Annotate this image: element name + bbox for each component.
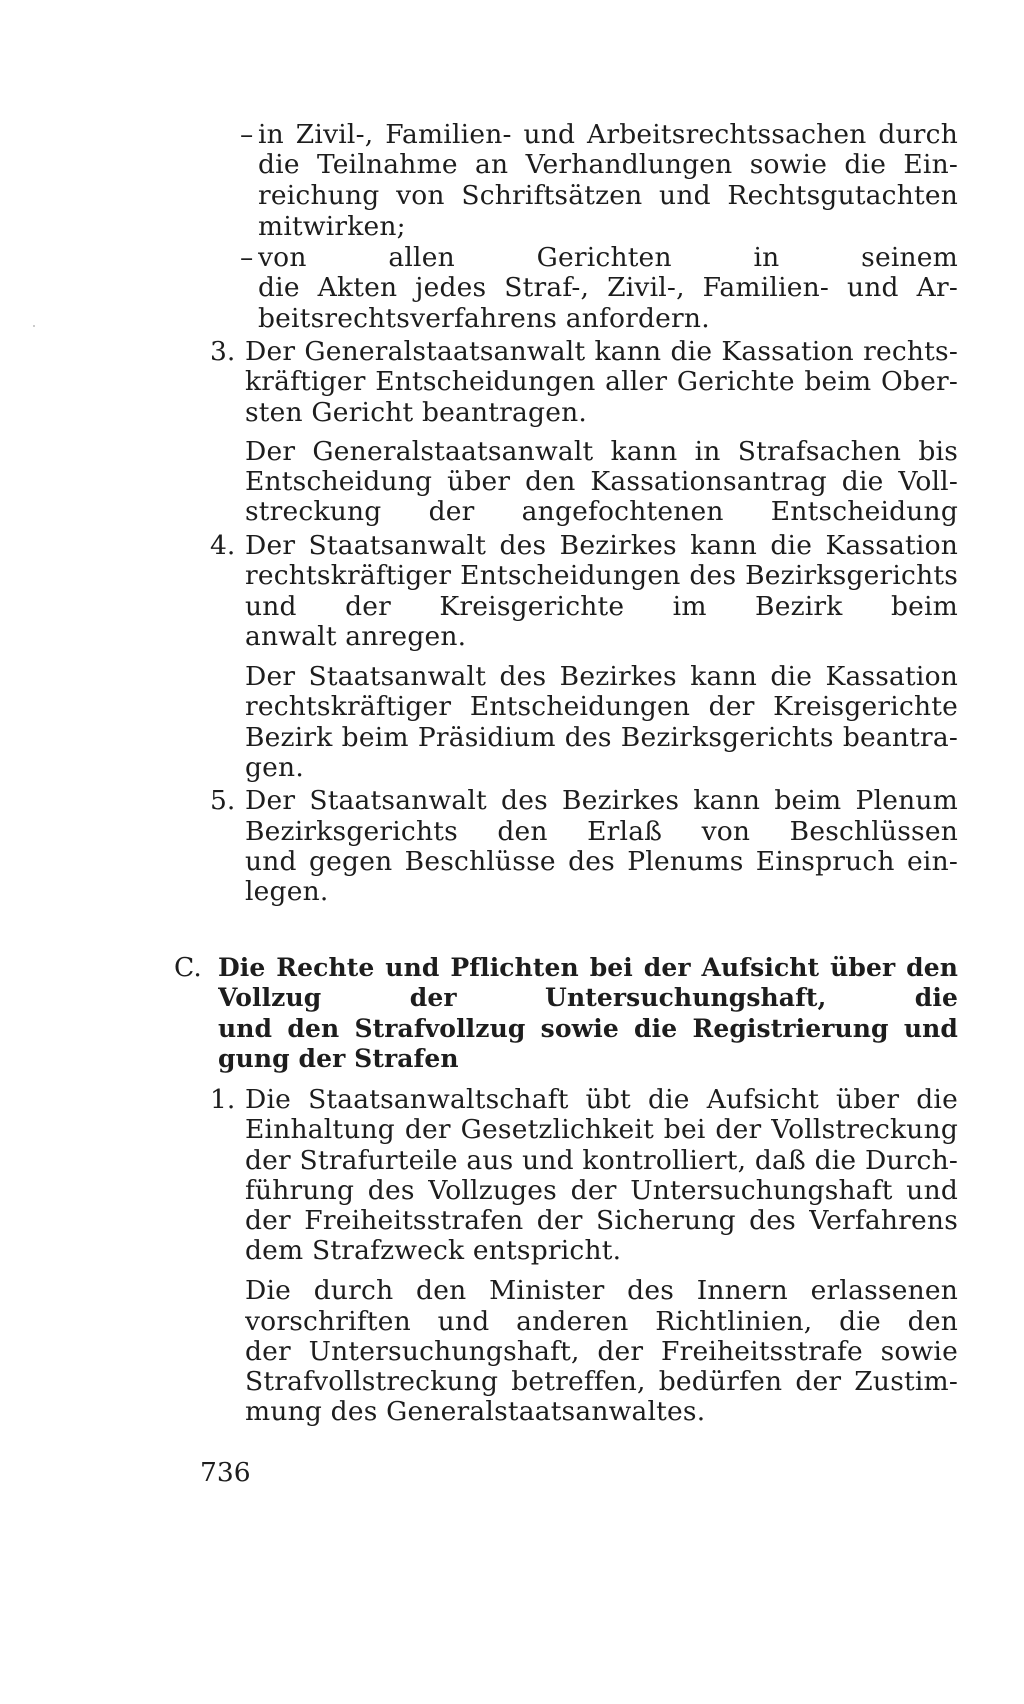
item-number: 4. bbox=[210, 530, 236, 561]
text-line: kräftiger Entscheidungen aller Gerichte beim Ober- bbox=[245, 367, 958, 397]
text-line: in Zivil-, Familien- und Arbeitsrechtssachen durch bbox=[258, 120, 958, 150]
dash-marker: – bbox=[240, 119, 254, 150]
text-line: anwalt anregen. bbox=[245, 621, 467, 652]
item-number: 5. bbox=[210, 785, 236, 816]
text-line: Bezirksgerichts den Erlaß von Beschlüssen bbox=[245, 817, 958, 847]
text-line: streckung der angefochtenen Entscheidung bbox=[245, 497, 958, 527]
page-number: 736 bbox=[200, 1457, 251, 1488]
text-line: sten Gericht beantragen. bbox=[245, 397, 587, 428]
text-line: mitwirken; bbox=[258, 211, 406, 242]
text-line: und der Kreisgerichte im Bezirk beim bbox=[245, 592, 958, 622]
text-line: rechtskräftiger Entscheidungen der Kreisgerichte bbox=[245, 692, 958, 722]
text-line: reichung von Schriftsätzen und Rechtsgutachten bbox=[258, 181, 958, 211]
text-line: Die Staatsanwaltschaft übt die Aufsicht über die bbox=[245, 1085, 958, 1115]
text-line: vorschriften und anderen Richtlinien, die den bbox=[245, 1307, 958, 1337]
text-line: Einhaltung der Gesetzlichkeit bei der Vollstreckung bbox=[245, 1115, 958, 1145]
text-line: von allen Gerichten in seinem bbox=[258, 243, 958, 273]
text-line: Der Staatsanwalt des Bezirkes kann die Kassation bbox=[245, 662, 958, 692]
text-line: legen. bbox=[245, 876, 329, 907]
text-line: Der Generalstaatsanwalt kann die Kassation rechts- bbox=[245, 337, 958, 367]
text-line: die Teilnahme an Verhandlungen sowie die Ein- bbox=[258, 150, 958, 180]
item-number: 3. bbox=[210, 336, 236, 367]
section-heading-line: Die Rechte und Pflichten bei der Aufsicht über den bbox=[218, 953, 958, 982]
text-line: die Akten jedes Straf-, Zivil-, Familien- und Ar- bbox=[258, 273, 958, 303]
text-line: gen. bbox=[245, 752, 304, 783]
text-line: rechtskräftiger Entscheidungen des Bezirksgerichts bbox=[245, 561, 958, 591]
text-line: Strafvollstreckung betreffen, bedürfen der Zustim- bbox=[245, 1367, 958, 1397]
text-line: Der Staatsanwalt des Bezirkes kann beim Plenum bbox=[245, 786, 958, 816]
text-line: Bezirk beim Präsidium des Bezirksgerichts beantra- bbox=[245, 723, 958, 753]
text-line: beitsrechtsverfahrens anfordern. bbox=[258, 303, 710, 334]
section-letter: C. bbox=[174, 952, 202, 983]
text-line: Entscheidung über den Kassationsantrag die Voll- bbox=[245, 467, 958, 497]
text-line: der Untersuchungshaft, der Freiheitsstrafe sowie bbox=[245, 1337, 958, 1367]
text-line: und gegen Beschlüsse des Plenums Einspruch ein- bbox=[245, 847, 958, 877]
item-number: 1. bbox=[210, 1084, 236, 1115]
scan-speck bbox=[33, 325, 35, 327]
text-line: Die durch den Minister des Innern erlassenen bbox=[245, 1276, 958, 1306]
text-line: Der Generalstaatsanwalt kann in Strafsachen bis bbox=[245, 437, 958, 467]
text-line: dem Strafzweck entspricht. bbox=[245, 1235, 622, 1266]
text-line: der Strafurteile aus und kontrolliert, daß die Durch- bbox=[245, 1146, 958, 1176]
section-heading-line: und den Strafvollzug sowie die Registrierung und bbox=[218, 1014, 958, 1043]
text-line: der Freiheitsstrafen der Sicherung des Verfahrens bbox=[245, 1206, 958, 1236]
section-heading-line: gung der Strafen bbox=[218, 1044, 459, 1073]
text-line: Der Staatsanwalt des Bezirkes kann die Kassation bbox=[245, 531, 958, 561]
text-line: führung des Vollzuges der Untersuchungshaft und bbox=[245, 1176, 958, 1206]
dash-marker: – bbox=[240, 242, 254, 273]
section-heading-line: Vollzug der Untersuchungshaft, die bbox=[218, 983, 958, 1012]
text-line: mung des Generalstaatsanwaltes. bbox=[245, 1396, 706, 1427]
